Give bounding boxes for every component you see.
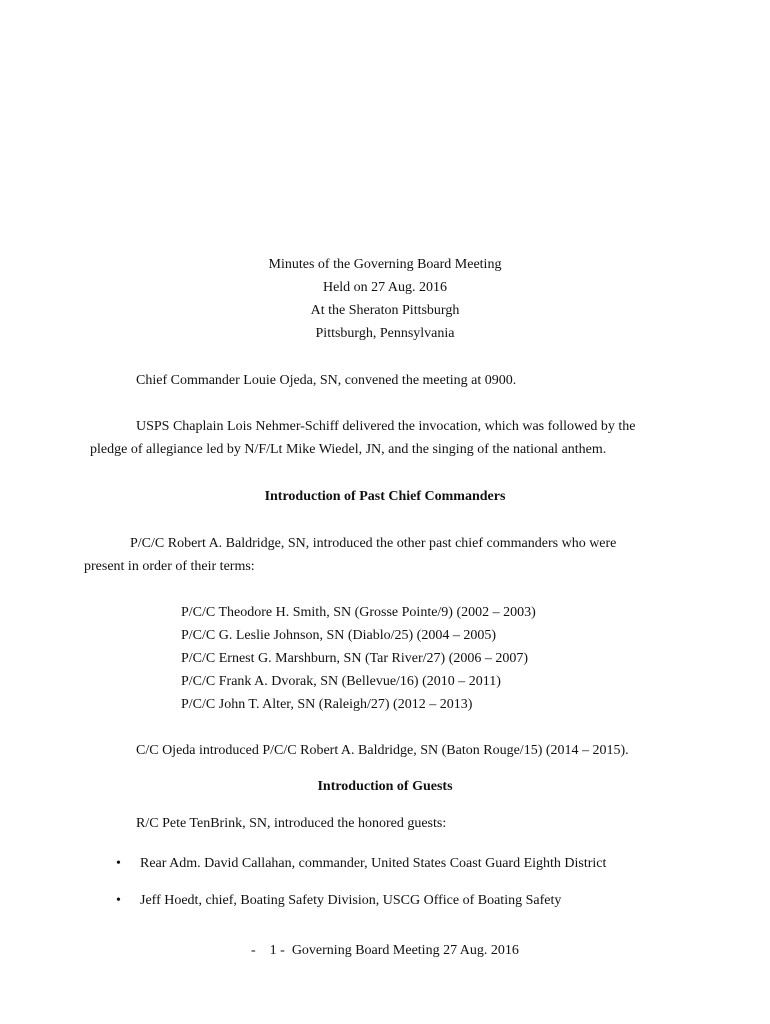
section-heading-past-chief-commanders: Introduction of Past Chief Commanders (264, 489, 506, 504)
paragraph-introduction-line1: P/C/C Robert A. Baldridge, SN, introduced the other past chief commanders who were (130, 536, 617, 551)
guest-list-item: Jeff Hoedt, chief, Boating Safety Division, USCG Office of Boating Safety (140, 893, 562, 908)
paragraph-introduction-line2: present in order of their terms: (84, 559, 255, 574)
commander-list-item: P/C/C G. Leslie Johnson, SN (Diablo/25) (2004 – 2005) (181, 628, 496, 643)
bullet-icon: • (116, 893, 121, 908)
meeting-city: Pittsburgh, Pennsylvania (315, 326, 455, 341)
document-title: Minutes of the Governing Board Meeting (268, 257, 502, 272)
paragraph-invocation-line1: USPS Chaplain Lois Nehmer-Schiff delivered the invocation, which was followed by the (136, 419, 636, 434)
paragraph-invocation-line2: pledge of allegiance led by N/F/Lt Mike Wiedel, JN, and the singing of the national anthem. (90, 442, 607, 457)
page-footer: - 1 - Governing Board Meeting 27 Aug. 2016 (251, 943, 519, 958)
commander-list-item: P/C/C Frank A. Dvorak, SN (Bellevue/16) (2010 – 2011) (181, 674, 501, 689)
bullet-icon: • (116, 856, 121, 871)
guest-list-item: Rear Adm. David Callahan, commander, United States Coast Guard Eighth District (140, 856, 607, 871)
paragraph-guests-intro: R/C Pete TenBrink, SN, introduced the honored guests: (136, 816, 447, 831)
meeting-venue: At the Sheraton Pittsburgh (310, 303, 460, 318)
commander-list-item: P/C/C John T. Alter, SN (Raleigh/27) (2012 – 2013) (181, 697, 473, 712)
section-heading-guests: Introduction of Guests (317, 779, 453, 794)
meeting-date: Held on 27 Aug. 2016 (322, 280, 448, 295)
commander-list-item: P/C/C Theodore H. Smith, SN (Grosse Pointe/9) (2002 – 2003) (181, 605, 536, 620)
commander-list-item: P/C/C Ernest G. Marshburn, SN (Tar River/27) (2006 – 2007) (181, 651, 529, 666)
paragraph-convened: Chief Commander Louie Ojeda, SN, convened the meeting at 0900. (136, 373, 517, 388)
paragraph-ojeda-introduction: C/C Ojeda introduced P/C/C Robert A. Baldridge, SN (Baton Rouge/15) (2014 – 2015). (136, 743, 629, 758)
